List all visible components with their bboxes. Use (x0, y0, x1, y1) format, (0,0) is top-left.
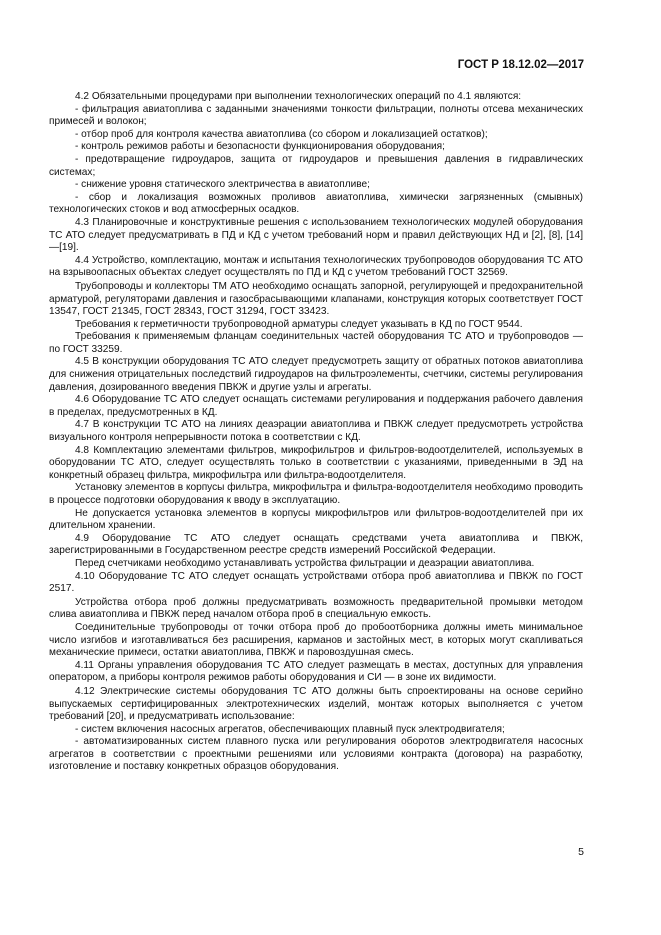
list-item: - сбор и локализация возможных проливов авиатоплива, химически загрязненных (смывных) технологических стоков и вод атмосферных осадков. (49, 191, 583, 216)
list-item: - предотвращение гидроударов, защита от гидроударов и превышения давления в гидравлических системах; (49, 153, 583, 178)
list-item: - автоматизированных систем плавного пуска или регулирования оборотов электродвигателя насосных агрегатов в соответствии с проектными решениями или условиями контракта (договора) на разработку, изготовление и поставку конкретных образцов оборудования. (49, 736, 583, 773)
list-item: - систем включения насосных агрегатов, обеспечивающих плавный пуск электродвигателя; (75, 723, 505, 735)
paragraph-4-7: 4.7 В конструкции ТС АТО на линиях деаэрации авиатоплива и ПВКЖ следует предусмотреть устройства визуального контроля непрерывности потока в соответствии с КД. (49, 419, 583, 444)
paragraph: Перед счетчиками необходимо устанавливать устройства фильтрации и деаэрации авиатоплива. (75, 557, 535, 569)
paragraph-4-8: 4.8 Комплектацию элементами фильтров, микрофильтров и фильтров-водоотделителей, используемых в оборудовании ТС АТО, следует осуществлять только в соответствии с указаниями, приведенными в ЭД на конкретный образец фильтра, микрофильтра или фильтра-водоотделителя. (49, 444, 583, 481)
paragraph-4-10: 4.10 Оборудование ТС АТО следует оснащать устройствами отбора проб авиатоплива и ПВКЖ по ГОСТ 2517. (49, 570, 583, 595)
paragraph: Соединительные трубопроводы от точки отбора проб до пробоотборника должны иметь минимальное число изгибов и изготавливаться без расширения, карманов и застойных мест, в которых могут скапливаться механические примеси, остатки авиатоплива, ПВКЖ и паровоздушная смесь. (49, 621, 583, 659)
paragraph-4-2: 4.2 Обязательными процедурами при выполнении технологических операций по 4.1 являются: (75, 91, 522, 102)
paragraph-4-12: 4.12 Электрические системы оборудования ТС АТО должны быть спроектированы на основе серийно выпускаемых сертифицированных электротехнических изделий, монтаж которых выполняется с учетом требований [20], и предусматривать использование: (49, 685, 583, 723)
paragraph-4-11: 4.11 Органы управления оборудования ТС АТО следует размещать в местах, доступных для управления оператором, а приборы контроля режимов работы оборудования и СИ — в зоне их видимости. (49, 659, 583, 684)
list-item: - фильтрация авиатоплива с заданными значениями тонкости фильтрации, полноты отсева механических примесей и волокон; (49, 103, 583, 128)
paragraph: Требования к герметичности трубопроводной арматуры следует указывать в КД по ГОСТ 9544. (75, 318, 523, 330)
list-item: - снижение уровня статического электричества в авиатопливе; (75, 179, 370, 191)
paragraph-4-6: 4.6 Оборудование ТС АТО следует оснащать системами регулирования и поддержания рабочего давления в пределах, предусмотренных в КД. (49, 394, 583, 418)
paragraph: Устройства отбора проб должны предусматривать возможность предварительной промывки методом слива авиатоплива и ПВКЖ перед началом отбора проб в специальную емкость. (49, 596, 583, 621)
paragraph: Трубопроводы и коллекторы ТМ АТО необходимо оснащать запорной, регулирующей и предохранительной арматурой, регуляторами давления и газосбрасывающими клапанами, конструкция которых соответствует ГОСТ 13547, ГОСТ 21345, ГОСТ 28343, ГОСТ 31294, ГОСТ 33423. (49, 280, 583, 318)
paragraph: Не допускается установка элементов в корпусы микрофильтров или фильтров-водоотделителей при их длительном хранении. (49, 507, 583, 532)
page-number: 5 (578, 846, 584, 858)
standard-header: ГОСТ Р 18.12.02—2017 (457, 59, 584, 71)
document-body (49, 91, 583, 774)
paragraph-4-5: 4.5 В конструкции оборудования ТС АТО следует предусмотреть защиту от обратных потоков авиатоплива для снижения отрицательных последствий гидроударов на фильтроэлементы, счетчики, системы регулирования давления, дозированного введения ПВКЖ и другие узлы и агрегаты. (49, 356, 583, 393)
list-item: - отбор проб для контроля качества авиатоплива (со сбором и локализацией остатков); (75, 128, 488, 140)
paragraph: Установку элементов в корпусы фильтра, микрофильтра и фильтра-водоотделителя необходимо проводить в процессе подготовки оборудования к вводу в эксплуатацию. (49, 482, 583, 506)
paragraph-4-9: 4.9 Оборудование ТС АТО следует оснащать средствами учета авиатоплива и ПВКЖ, зарегистрированными в Государственном реестре средств измерений Российской Федерации. (49, 532, 583, 557)
list-item: - контроль режимов работы и безопасности функционирования оборудования; (75, 141, 445, 153)
paragraph-4-4: 4.4 Устройство, комплектацию, монтаж и испытания технологических трубопроводов оборудования ТС АТО на взрывоопасных объектах следует осуществлять по ПД и КД с учетом требований ГОСТ 32569. (49, 254, 583, 279)
paragraph-4-3: 4.3 Планировочные и конструктивные решения с использованием технологических модулей оборудования ТС АТО следует предусматривать в ПД и КД с учетом требований норм и правил действующих НД и [2], [8], [14]—[19]. (49, 216, 583, 254)
paragraph: Требования к применяемым фланцам соединительных частей оборудования ТС АТО и трубопроводов — по ГОСТ 33259. (49, 331, 583, 355)
